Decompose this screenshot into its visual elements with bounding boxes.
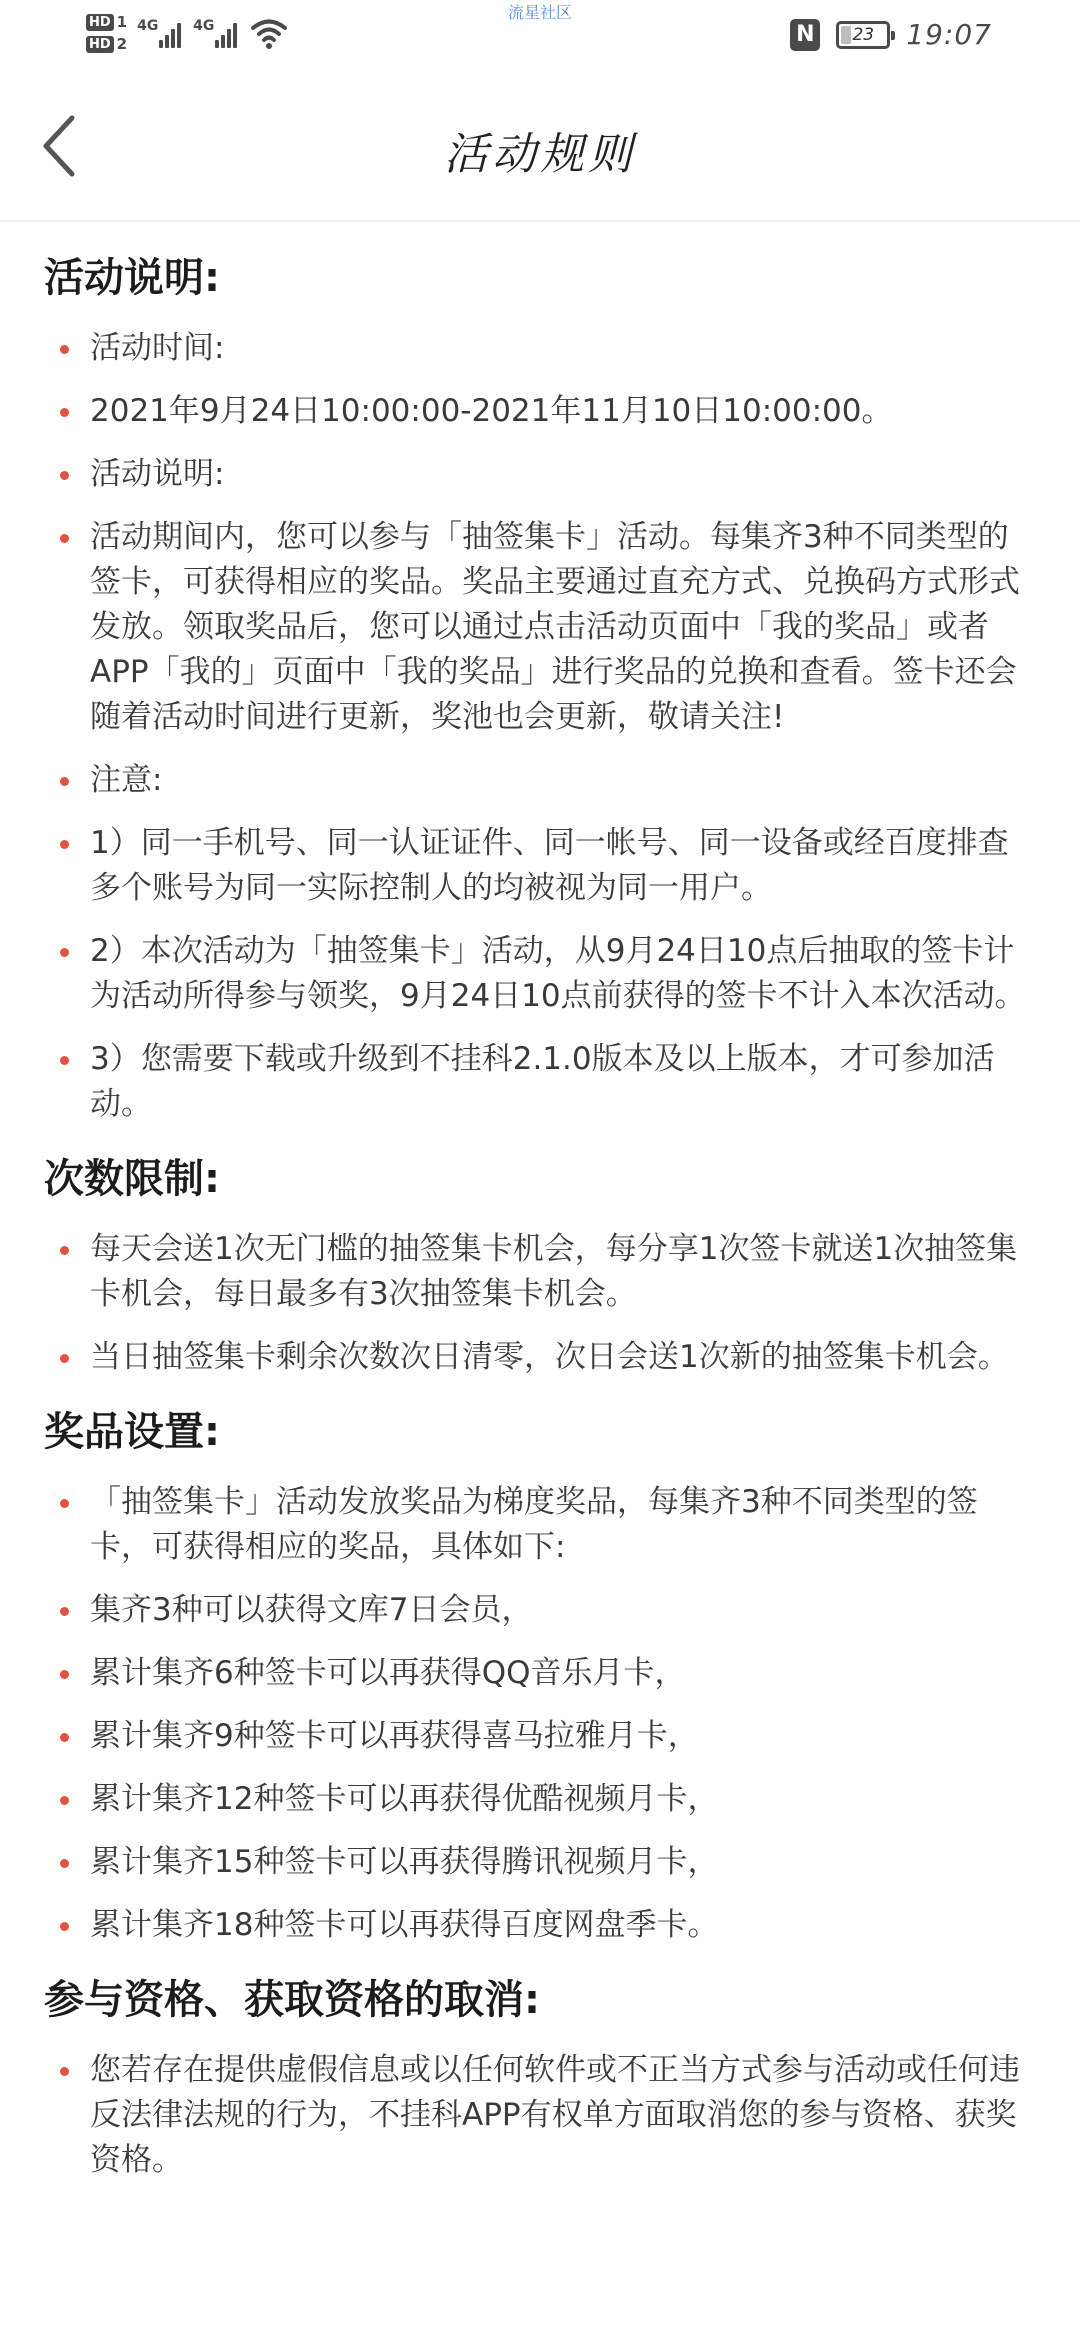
rule-item [44, 1840, 1038, 1885]
rule-item [44, 758, 1038, 803]
nfc-icon: N [790, 19, 820, 51]
rules-content [0, 222, 1080, 2209]
bullet-dot-icon [60, 1056, 69, 1065]
rule-text: 当日抽签集卡剩余次数次日清零，次日会送1次新的抽签集卡机会。 [90, 1339, 1009, 1375]
bullet-dot-icon [60, 345, 69, 354]
rule-text: 3）您需要下载或升级到不挂科2.1.0版本及以上版本，才可参加活动。 [90, 1041, 995, 1122]
rule-text: 累计集齐15种签卡可以再获得腾讯视频月卡， [90, 1844, 719, 1880]
bullet-dot-icon [60, 840, 69, 849]
bullet-dot-icon [60, 1922, 69, 1931]
section-title: 次数限制: [44, 1156, 220, 1202]
rule-item [44, 326, 1038, 371]
bullet-dot-icon [60, 1670, 69, 1679]
rule-item [44, 515, 1038, 740]
rule-text: 每天会送1次无门槛的抽签集卡机会，每分享1次签卡就送1次抽签集卡机会，每日最多有3次抽签集卡机会。 [90, 1231, 1018, 1312]
hd-sim1-icon: HD 1 [86, 14, 127, 31]
rule-text: 累计集齐12种签卡可以再获得优酷视频月卡， [90, 1781, 719, 1817]
section-title: 奖品设置: [44, 1409, 220, 1455]
bullet-dot-icon [60, 1607, 69, 1616]
page-header [0, 70, 1080, 222]
rule-list [44, 1480, 1038, 1948]
rule-item [44, 1335, 1038, 1380]
hd-sim2-icon: HD 2 [86, 36, 127, 53]
rule-item [44, 452, 1038, 497]
rule-text: 活动期间内，您可以参与「抽签集卡」活动。每集齐3种不同类型的签卡，可获得相应的奖品。奖品主要通过直充方式、兑换码方式形式发放。领取奖品后，您可以通过点击活动页面中「我的奖品」或者APP「我的」页面中「我的奖品」进行奖品的兑换和查看。签卡还会随着活动时间进行更新，奖池也会更新，敬请关注! [90, 519, 1020, 735]
rule-item [44, 1777, 1038, 1822]
battery-icon [836, 21, 890, 49]
rule-item [44, 1903, 1038, 1948]
rule-text: 累计集齐6种签卡可以再获得QQ音乐月卡， [90, 1655, 686, 1691]
bullet-dot-icon [60, 471, 69, 480]
bullet-dot-icon [60, 1246, 69, 1255]
bullet-dot-icon [60, 534, 69, 543]
rule-text: 活动时间: [90, 330, 225, 366]
rule-item [44, 821, 1038, 911]
rule-item [44, 1651, 1038, 1696]
rule-item [44, 389, 1038, 434]
bullet-dot-icon [60, 1733, 69, 1742]
rule-item [44, 1714, 1038, 1759]
status-right [790, 18, 992, 51]
bullet-dot-icon [60, 1796, 69, 1805]
rule-list [44, 1227, 1038, 1380]
rule-item [44, 2048, 1038, 2183]
rule-text: 2021年9月24日10:00:00-2021年11月10日10:00:00。 [90, 393, 893, 429]
rule-text: 注意: [90, 762, 163, 798]
rule-item [44, 929, 1038, 1019]
bullet-dot-icon [60, 948, 69, 957]
clock: 19:07 [906, 18, 992, 51]
rule-text: 1）同一手机号、同一认证证件、同一帐号、同一设备或经百度排查多个账号为同一实际控制人的均被视为同一用户。 [90, 825, 1009, 906]
bullet-dot-icon [60, 1499, 69, 1508]
signal-sim1-icon: 4G [137, 12, 183, 54]
battery-level: 23 [852, 24, 875, 45]
bullet-dot-icon [60, 408, 69, 417]
bullet-dot-icon [60, 777, 69, 786]
rule-list [44, 2048, 1038, 2183]
rule-text: 累计集齐18种签卡可以再获得百度网盘季卡。 [90, 1907, 719, 1943]
rule-text: 累计集齐9种签卡可以再获得喜马拉雅月卡， [90, 1718, 699, 1754]
status-bar [0, 0, 1080, 70]
rule-text: 集齐3种可以获得文库7日会员， [90, 1592, 533, 1628]
section-title: 参与资格、获取资格的取消: [44, 1977, 540, 2023]
rule-list [44, 326, 1038, 1127]
bullet-dot-icon [60, 2067, 69, 2076]
rule-text: 2）本次活动为「抽签集卡」活动，从9月24日10点后抽取的签卡计为活动所得参与领奖，9月24日10点前获得的签卡不计入本次活动。 [90, 933, 1026, 1014]
rule-item [44, 1227, 1038, 1317]
watermark-text: 流星社区 [507, 3, 572, 22]
bullet-dot-icon [60, 1354, 69, 1363]
rule-text: 「抽签集卡」活动发放奖品为梯度奖品，每集齐3种不同类型的签卡，可获得相应的奖品，具体如下: [90, 1484, 978, 1565]
page-title: 活动规则 [444, 129, 636, 180]
bullet-dot-icon [60, 1859, 69, 1868]
rule-text: 活动说明: [90, 456, 225, 492]
signal-sim2-icon: 4G [193, 12, 239, 54]
rule-item [44, 1480, 1038, 1570]
rule-item [44, 1588, 1038, 1633]
rule-text: 您若存在提供虚假信息或以任何软件或不正当方式参与活动或任何违反法律法规的行为，不挂科APP有权单方面取消您的参与资格、获奖资格。 [90, 2052, 1020, 2178]
rule-item [44, 1037, 1038, 1127]
section-title: 活动说明: [44, 255, 220, 301]
